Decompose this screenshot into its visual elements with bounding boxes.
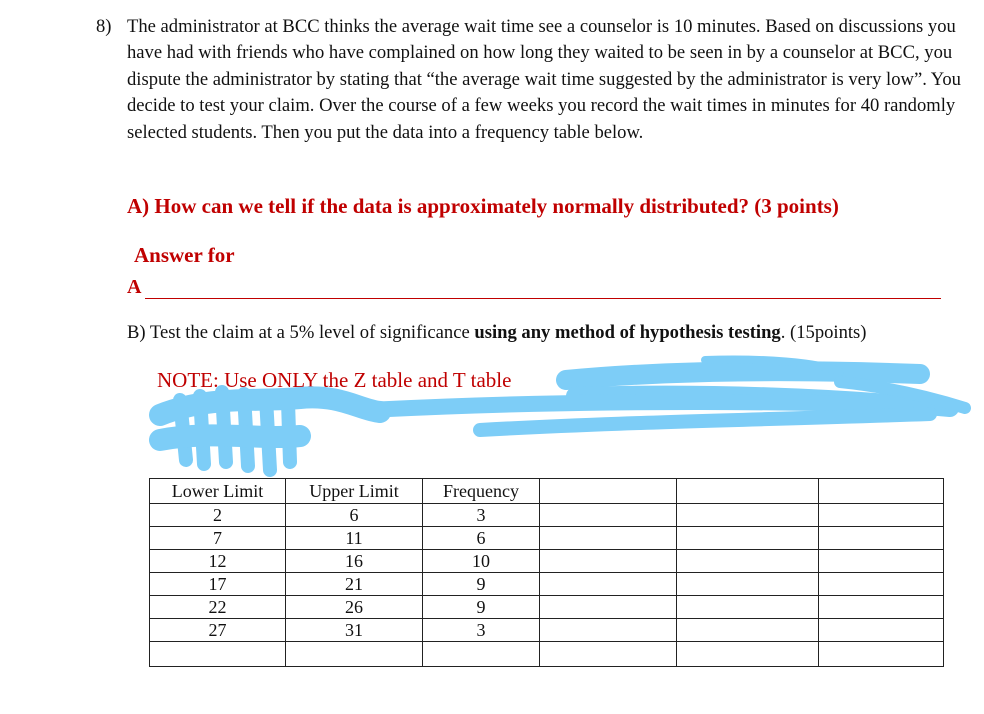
cell-empty bbox=[540, 573, 677, 596]
table-row bbox=[150, 573, 944, 596]
cell-empty bbox=[819, 642, 944, 667]
table-row bbox=[150, 550, 944, 573]
cell-empty bbox=[677, 596, 819, 619]
header-frequency: Frequency bbox=[423, 479, 540, 504]
cell-upper: 26 bbox=[286, 596, 423, 619]
cell-lower: 27 bbox=[150, 619, 286, 642]
part-b-suffix: . (15points) bbox=[780, 322, 867, 343]
cell-empty bbox=[423, 642, 540, 667]
cell-empty bbox=[540, 619, 677, 642]
cell-empty bbox=[540, 596, 677, 619]
table-header-row bbox=[150, 479, 944, 504]
part-a-question: A) How can we tell if the data is approximately normally distributed? (3 points) bbox=[127, 194, 839, 218]
cell-frequency: 3 bbox=[423, 504, 540, 527]
table-row bbox=[150, 504, 944, 527]
cell-empty bbox=[677, 642, 819, 667]
cell-upper: 16 bbox=[286, 550, 423, 573]
cell-empty bbox=[540, 527, 677, 550]
cell-lower: 2 bbox=[150, 504, 286, 527]
cell-empty bbox=[677, 619, 819, 642]
part-b-bold: using any method of hypothesis testing bbox=[474, 322, 781, 343]
header-lower-limit: Lower Limit bbox=[150, 479, 286, 504]
cell-empty bbox=[150, 642, 286, 667]
cell-frequency: 9 bbox=[423, 596, 540, 619]
cell-empty bbox=[819, 550, 944, 573]
cell-empty bbox=[677, 527, 819, 550]
cell-empty bbox=[677, 504, 819, 527]
cell-lower: 22 bbox=[150, 596, 286, 619]
cell-empty bbox=[286, 642, 423, 667]
answer-letter: A bbox=[127, 276, 142, 298]
cell-lower: 17 bbox=[150, 573, 286, 596]
cell-empty bbox=[819, 573, 944, 596]
answer-label: Answer for bbox=[134, 243, 235, 267]
part-b-prefix: B) Test the claim at a 5% level of significance bbox=[127, 322, 475, 343]
cell-upper: 11 bbox=[286, 527, 423, 550]
cell-frequency: 3 bbox=[423, 619, 540, 642]
cell-upper: 21 bbox=[286, 573, 423, 596]
table-row bbox=[150, 527, 944, 550]
cell-upper: 31 bbox=[286, 619, 423, 642]
cell-lower: 12 bbox=[150, 550, 286, 573]
cell-lower: 7 bbox=[150, 527, 286, 550]
cell-empty bbox=[540, 550, 677, 573]
table-row bbox=[150, 619, 944, 642]
header-empty-5 bbox=[677, 479, 819, 504]
cell-empty bbox=[819, 504, 944, 527]
cell-empty bbox=[540, 504, 677, 527]
cell-frequency: 9 bbox=[423, 573, 540, 596]
cell-empty bbox=[677, 573, 819, 596]
table-row bbox=[150, 596, 944, 619]
cell-empty bbox=[819, 527, 944, 550]
header-empty-4 bbox=[540, 479, 677, 504]
cell-empty bbox=[677, 550, 819, 573]
cell-empty bbox=[540, 642, 677, 667]
header-empty-6 bbox=[819, 479, 944, 504]
cell-empty bbox=[819, 619, 944, 642]
cell-frequency: 6 bbox=[423, 527, 540, 550]
table-row-empty bbox=[150, 642, 944, 667]
cell-upper: 6 bbox=[286, 504, 423, 527]
frequency-table bbox=[149, 478, 944, 667]
header-upper-limit: Upper Limit bbox=[286, 479, 423, 504]
note-text: NOTE: Use ONLY the Z table and T table bbox=[157, 368, 512, 392]
cell-empty bbox=[819, 596, 944, 619]
question-number: 8) bbox=[96, 16, 112, 37]
question-text: The administrator at BCC thinks the average wait time see a counselor is 10 minutes. Based on discussions you have had with friends who have complained on how long they waited to be seen in by a counselor at BCC, you dispute the administrator by stating that “the average wait time suggested by the administrator is very low”. You decide to test your claim. Over the course of a few weeks you record the wait times in minutes for 40 randomly selected students. Then you put the data into a frequency table below. bbox=[127, 16, 961, 143]
cell-frequency: 10 bbox=[423, 550, 540, 573]
